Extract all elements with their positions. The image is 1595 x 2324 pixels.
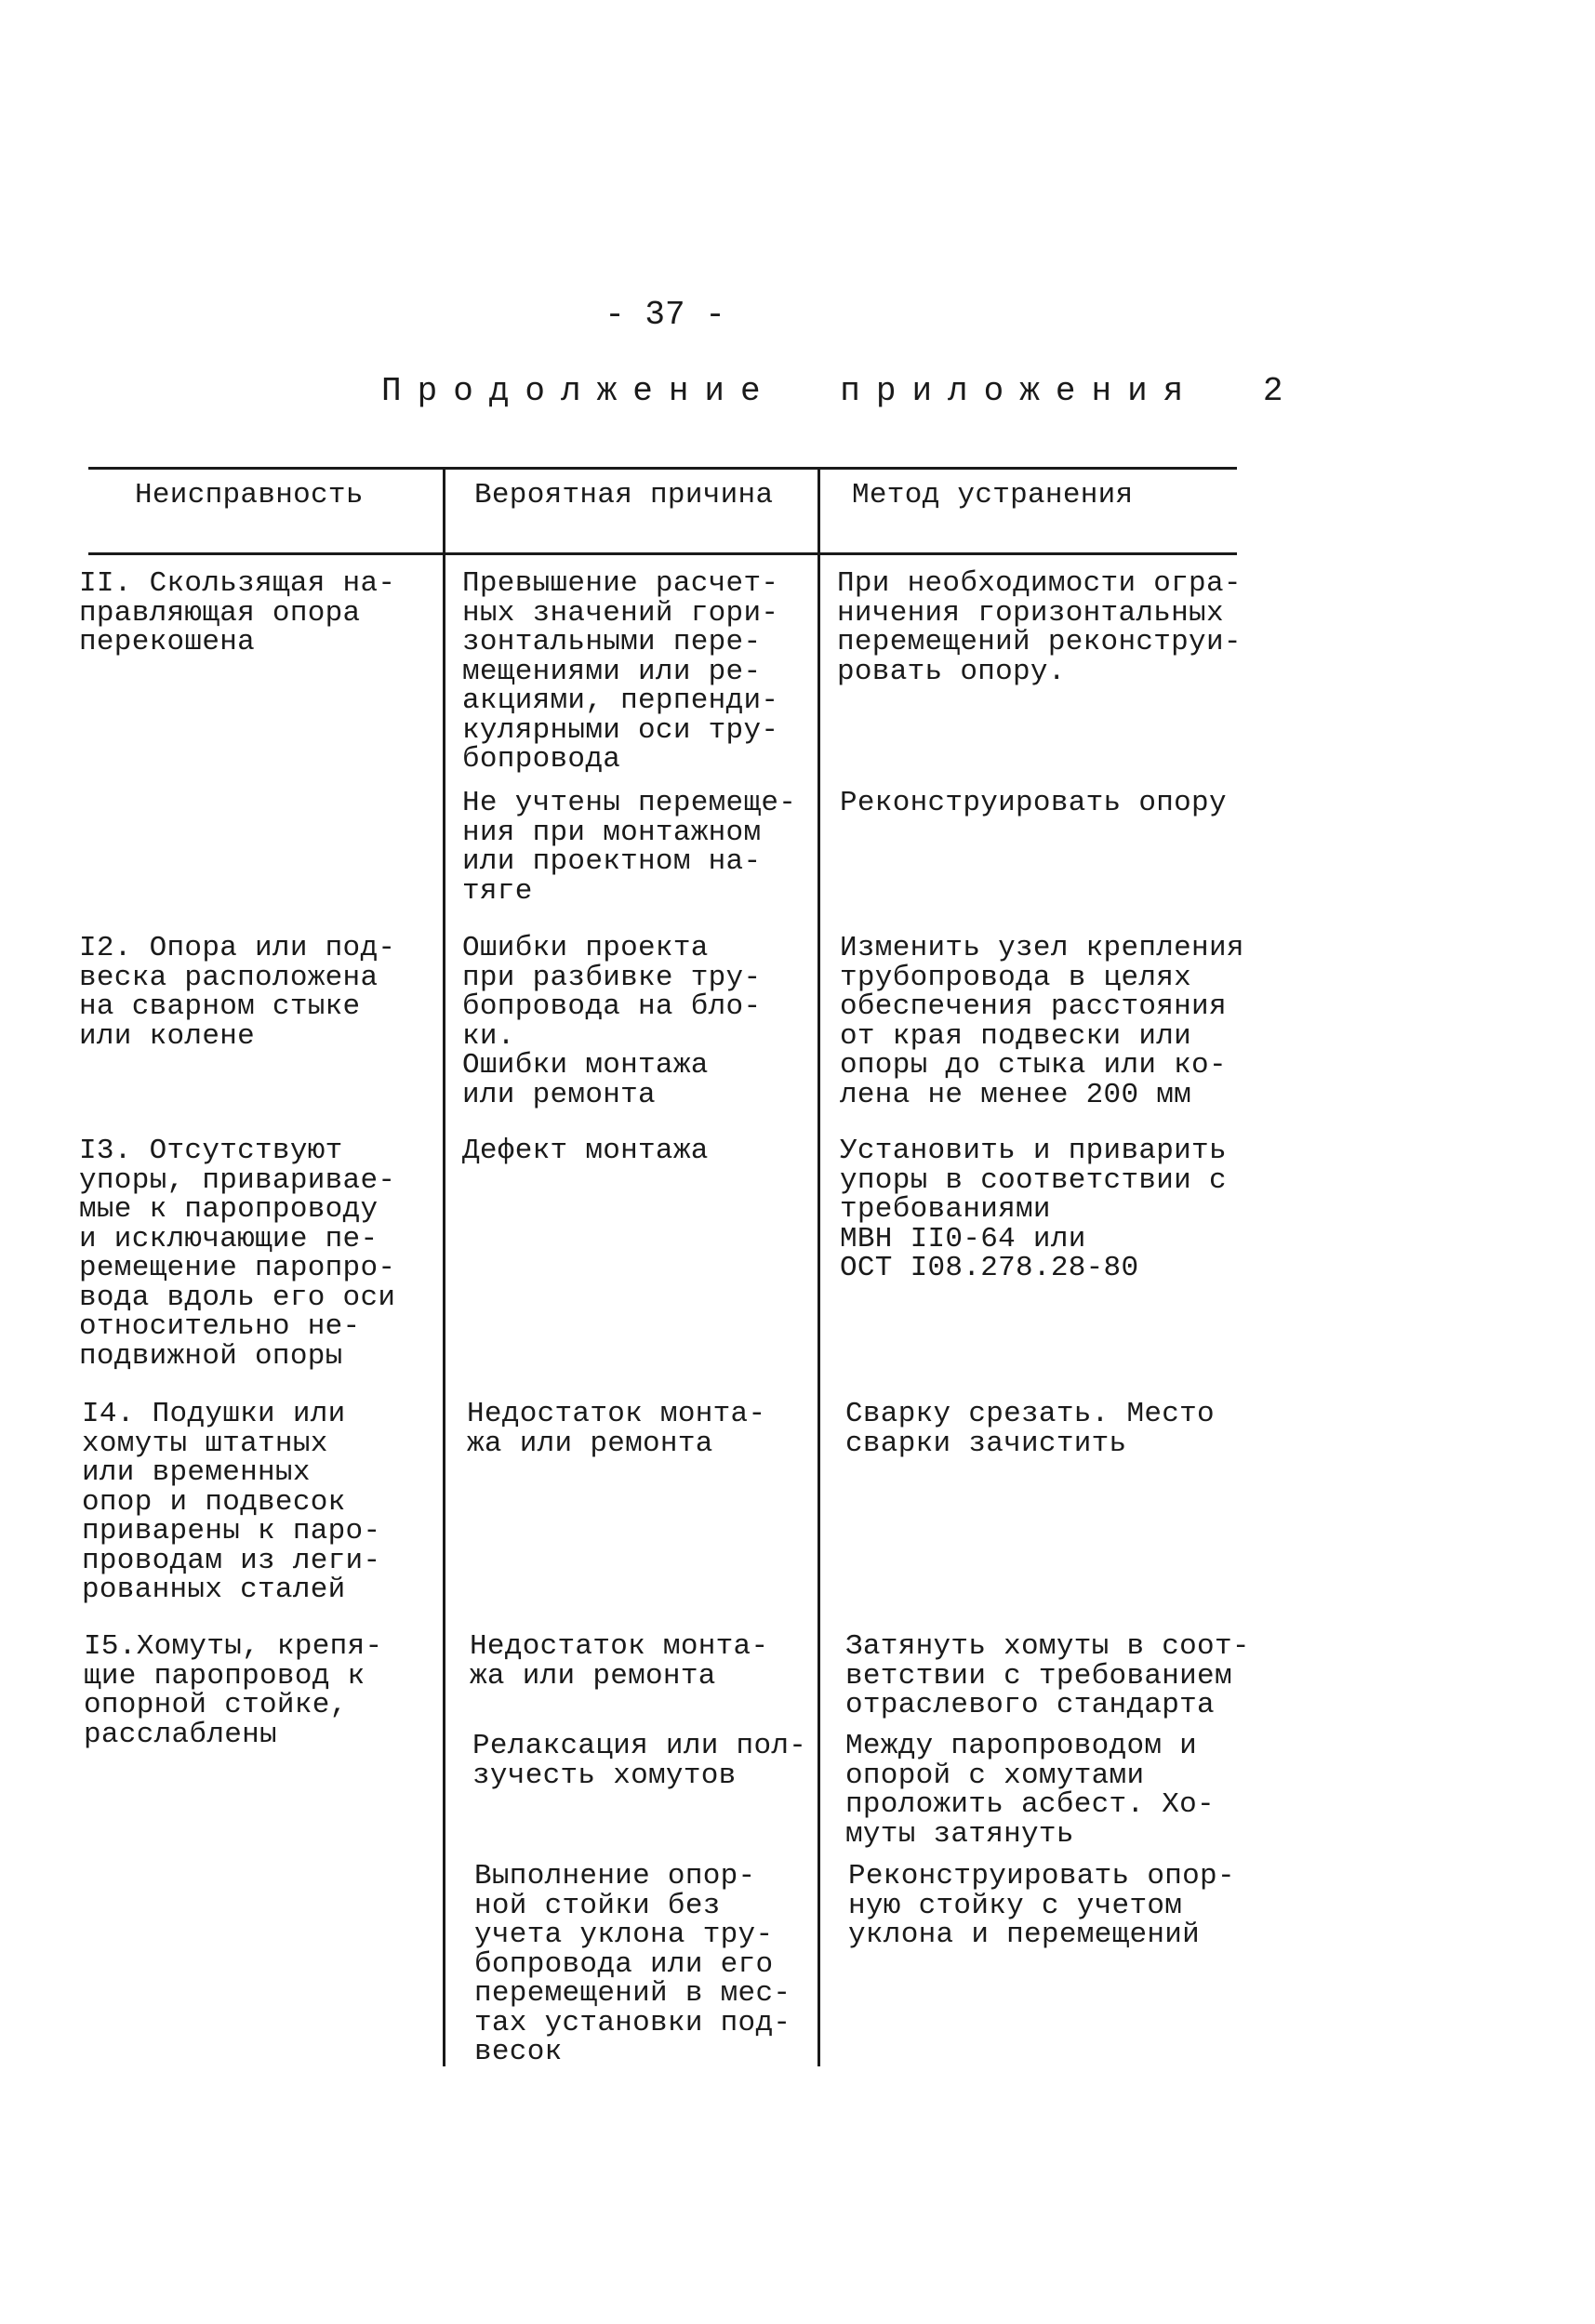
row-13-cause-1: Дефект монтажа — [462, 1135, 709, 1167]
row-14-cause-1: Недостаток монта- жа или ремонта — [467, 1398, 766, 1460]
row-11-fault: II. Скользящая на- правляющая опора перекошена — [79, 567, 396, 658]
page-caption: Продолжение приложения 2 — [381, 372, 1299, 410]
table-header-rule — [88, 552, 1237, 555]
header-fault: Неисправность — [135, 479, 364, 511]
row-15-cause-1: Недостаток монта- жа или ремонта — [470, 1630, 769, 1693]
row-12-cause-1: Ошибки проекта при разбивке тру- бопровода на бло- ки. Ошибки монтажа или ремонта — [462, 932, 762, 1111]
row-15-fault: I5.Хомуты, крепя- щие паропровод к опорной стойке, расслаблены — [84, 1630, 383, 1751]
row-15-cause-2: Релаксация или пол- зучесть хомутов — [472, 1730, 807, 1792]
table-top-rule — [88, 467, 1237, 470]
row-11-cause-2: Не учтены перемеще- ния при монтажном или проектном на- тяге — [462, 787, 797, 908]
page-number: - 37 - — [605, 296, 725, 334]
row-13-remedy-1: Установить и приварить упоры в соответствии с требованиями МВН II0-64 или ОСТ I08.278.28-80 — [840, 1135, 1227, 1284]
row-11-remedy-2: Реконструировать опору — [840, 787, 1227, 819]
row-12-fault: I2. Опора или под- веска расположена на сварном стыке или колене — [79, 932, 396, 1053]
row-14-remedy-1: Сварку срезать. Место сварки зачистить — [845, 1398, 1215, 1460]
row-15-remedy-1: Затянуть хомуты в соот- ветствии с требованием отраслевого стандарта — [845, 1630, 1250, 1721]
row-14-fault: I4. Подушки или хомуты штатных или временных опор и подвесок приварены к паро- проводам из леги- рованных сталей — [82, 1398, 381, 1606]
row-15-cause-3: Выполнение опор- ной стойки без учета уклона тру- бопровода или его перемещений в мес- тах установки под- весок — [474, 1860, 791, 2068]
row-11-remedy-1: При необходимости огра- ничения горизонтальных перемещений реконструи- ровать опору. — [837, 567, 1242, 688]
row-12-remedy-1: Изменить узел крепления трубопровода в целях обеспечения расстояния от края подвески или опоры до стыка или ко- лена не менее 200 мм — [840, 932, 1244, 1111]
header-cause: Вероятная причина — [474, 479, 774, 511]
row-13-fault: I3. Отсутствуют упоры, привариваe- мые к паропроводу и исключающие пе- ремещение паропро- вода вдоль его оси относительно не- подвижной опоры — [79, 1135, 396, 1373]
column-divider-1 — [443, 467, 445, 2066]
row-15-remedy-2: Между паропроводом и опорой с хомутами проложить асбест. Хо- муты затянуть — [845, 1730, 1215, 1851]
row-11-cause-1: Превышение расчет- ных значений гори- зонтальными пере- мещениями или ре- акциями, перпенди- кулярными оси тру- бопровода — [462, 567, 779, 776]
row-15-remedy-3: Реконструировать опор- ную стойку с учетом уклона и перемещений — [848, 1860, 1235, 1951]
header-remedy: Метод устранения — [852, 479, 1134, 511]
column-divider-2 — [817, 467, 820, 2066]
